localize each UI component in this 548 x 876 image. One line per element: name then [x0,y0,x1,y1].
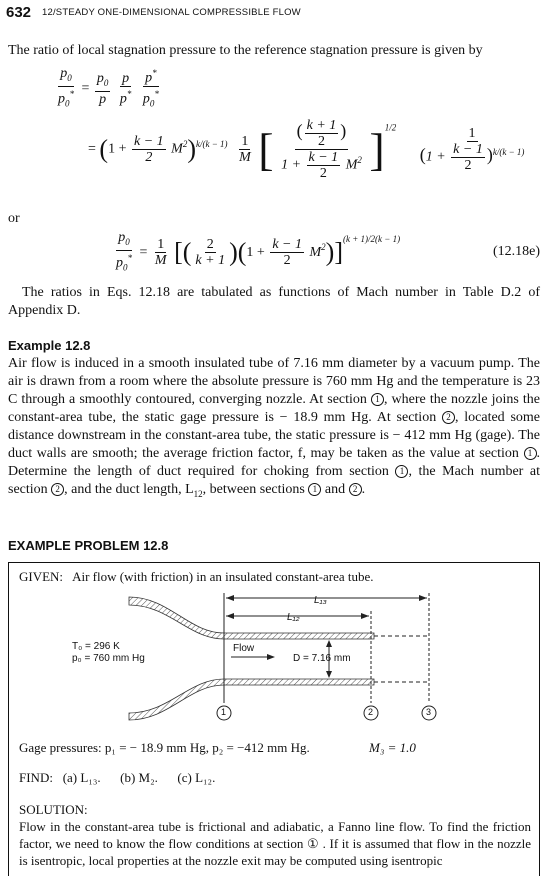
solution-text: Flow in the constant-area tube is frictional and adiabatic, a Fanno line flow. To find the friction factor, we need to know the flow conditions at section ① . If it is assumed that flow in the nozzle is isentropic, local properties at the nozzle exit may be computed using isentropic [19,819,531,868]
example-body: Air flow is induced in a smooth insulated tube of 7.16 mm diameter by a vacuum pump. The air is drawn from a room where the absolute pressure is 760 mm Hg and the temperature is 23 C through a smoothly contoured, converging nozzle. At section 1 , where the nozzle joins the constant-area tube, the static gage pressure is − 18.9 mm Hg. At section 2 , located some distance downstream in the constant-area tube, the static pressure is − 412 mm Hg (gage). The duct walls are smooth; the average friction factor, f, may be taken as the value at section 1 . Determine the length of duct required for choking from section 1 , the Mach number at section 2 , and the duct length, $L_{12}$, between sections 1 and 2 . [8,356,541,499]
label-l13: L₁₃ [314,595,327,606]
section-2-label: 2 [368,707,374,717]
example-problem-heading: EXAMPLE PROBLEM 12.8 [8,538,169,553]
section-2-marker: 2 [349,483,362,496]
solution-label: SOLUTION: [19,802,88,817]
example-heading: Example 12.8 [8,338,91,353]
equation-label: (12.18e) [492,244,540,259]
section-2-marker: 2 [442,411,455,424]
label-p0: p₀ = 760 mm Hg [72,653,145,664]
given-line: GIVEN: Air flow (with friction) in an insulated constant-area tube. [19,569,374,584]
section-2-marker: 2 [51,483,64,496]
mach-3-value: M₃ = 1.0 [369,740,416,755]
example-problem-box [8,562,540,876]
gage-pressures-line: Gage pressures: p₁ = − 18.9 mm Hg, p₂ = −412 mm Hg. [19,740,310,755]
equation-ratio-chain: $\frac{p_0}{p_0^*}$ = $\frac{p_0}{p}$ $\frac{p}{p^*}$ $\frac{p^*}{p_0^*}$ [58,66,159,109]
equation-12-18e: $\frac{p_0}{p_0^*}$ = $\frac{1}{M}$ [( $\frac{2}{k + 1}$ )(1 + $\frac{k - 1}{2}$ $M^2)]^{(k + 1)/2(k - 1)}$ [116,230,401,273]
label-l12: L₁₂ [287,612,300,623]
section-1-marker: 1 [371,393,384,406]
section-1-marker: 1 [308,483,321,496]
section-1-label: 1 [221,707,227,717]
label-diameter: D = 7.16 mm [293,653,351,664]
running-head: 12/STEADY ONE-DIMENSIONAL COMPRESSIBLE FLOW [42,7,301,18]
or-text: or [8,211,20,226]
section-1-marker: 1 [524,447,537,460]
find-line: FIND: (a) L₁₃. (b) M₂. (c) L₁₂. [19,770,216,785]
tables-paragraph: The ratios in Eqs. 12.18 are tabulated as functions of Mach number in Table D.2 of Appendix D. [8,285,540,318]
section-1-marker: 1 [395,465,408,478]
intro-paragraph: The ratio of local stagnation pressure to the reference stagnation pressure is given by [8,43,483,58]
section-3-label: 3 [426,707,432,717]
page-header [6,4,542,24]
page-number: 632 [6,4,32,21]
label-flow: Flow [233,643,255,654]
equation-expanded: = (1 + $\frac{k - 1}{2}$ $M^2)^{k/(k - 1)}$ $\frac{1}{M}$ [ ( $\frac{k + 1}{2}$ ) 1 + $\frac{k - 1}{2}$ $M^2$ ]$^{1/2}$ 1 (1 + $\frac{k - 1}{2}$ )$^{k/(k - 1)}$ [88,118,525,181]
label-t0: T₀ = 296 K [72,641,120,652]
